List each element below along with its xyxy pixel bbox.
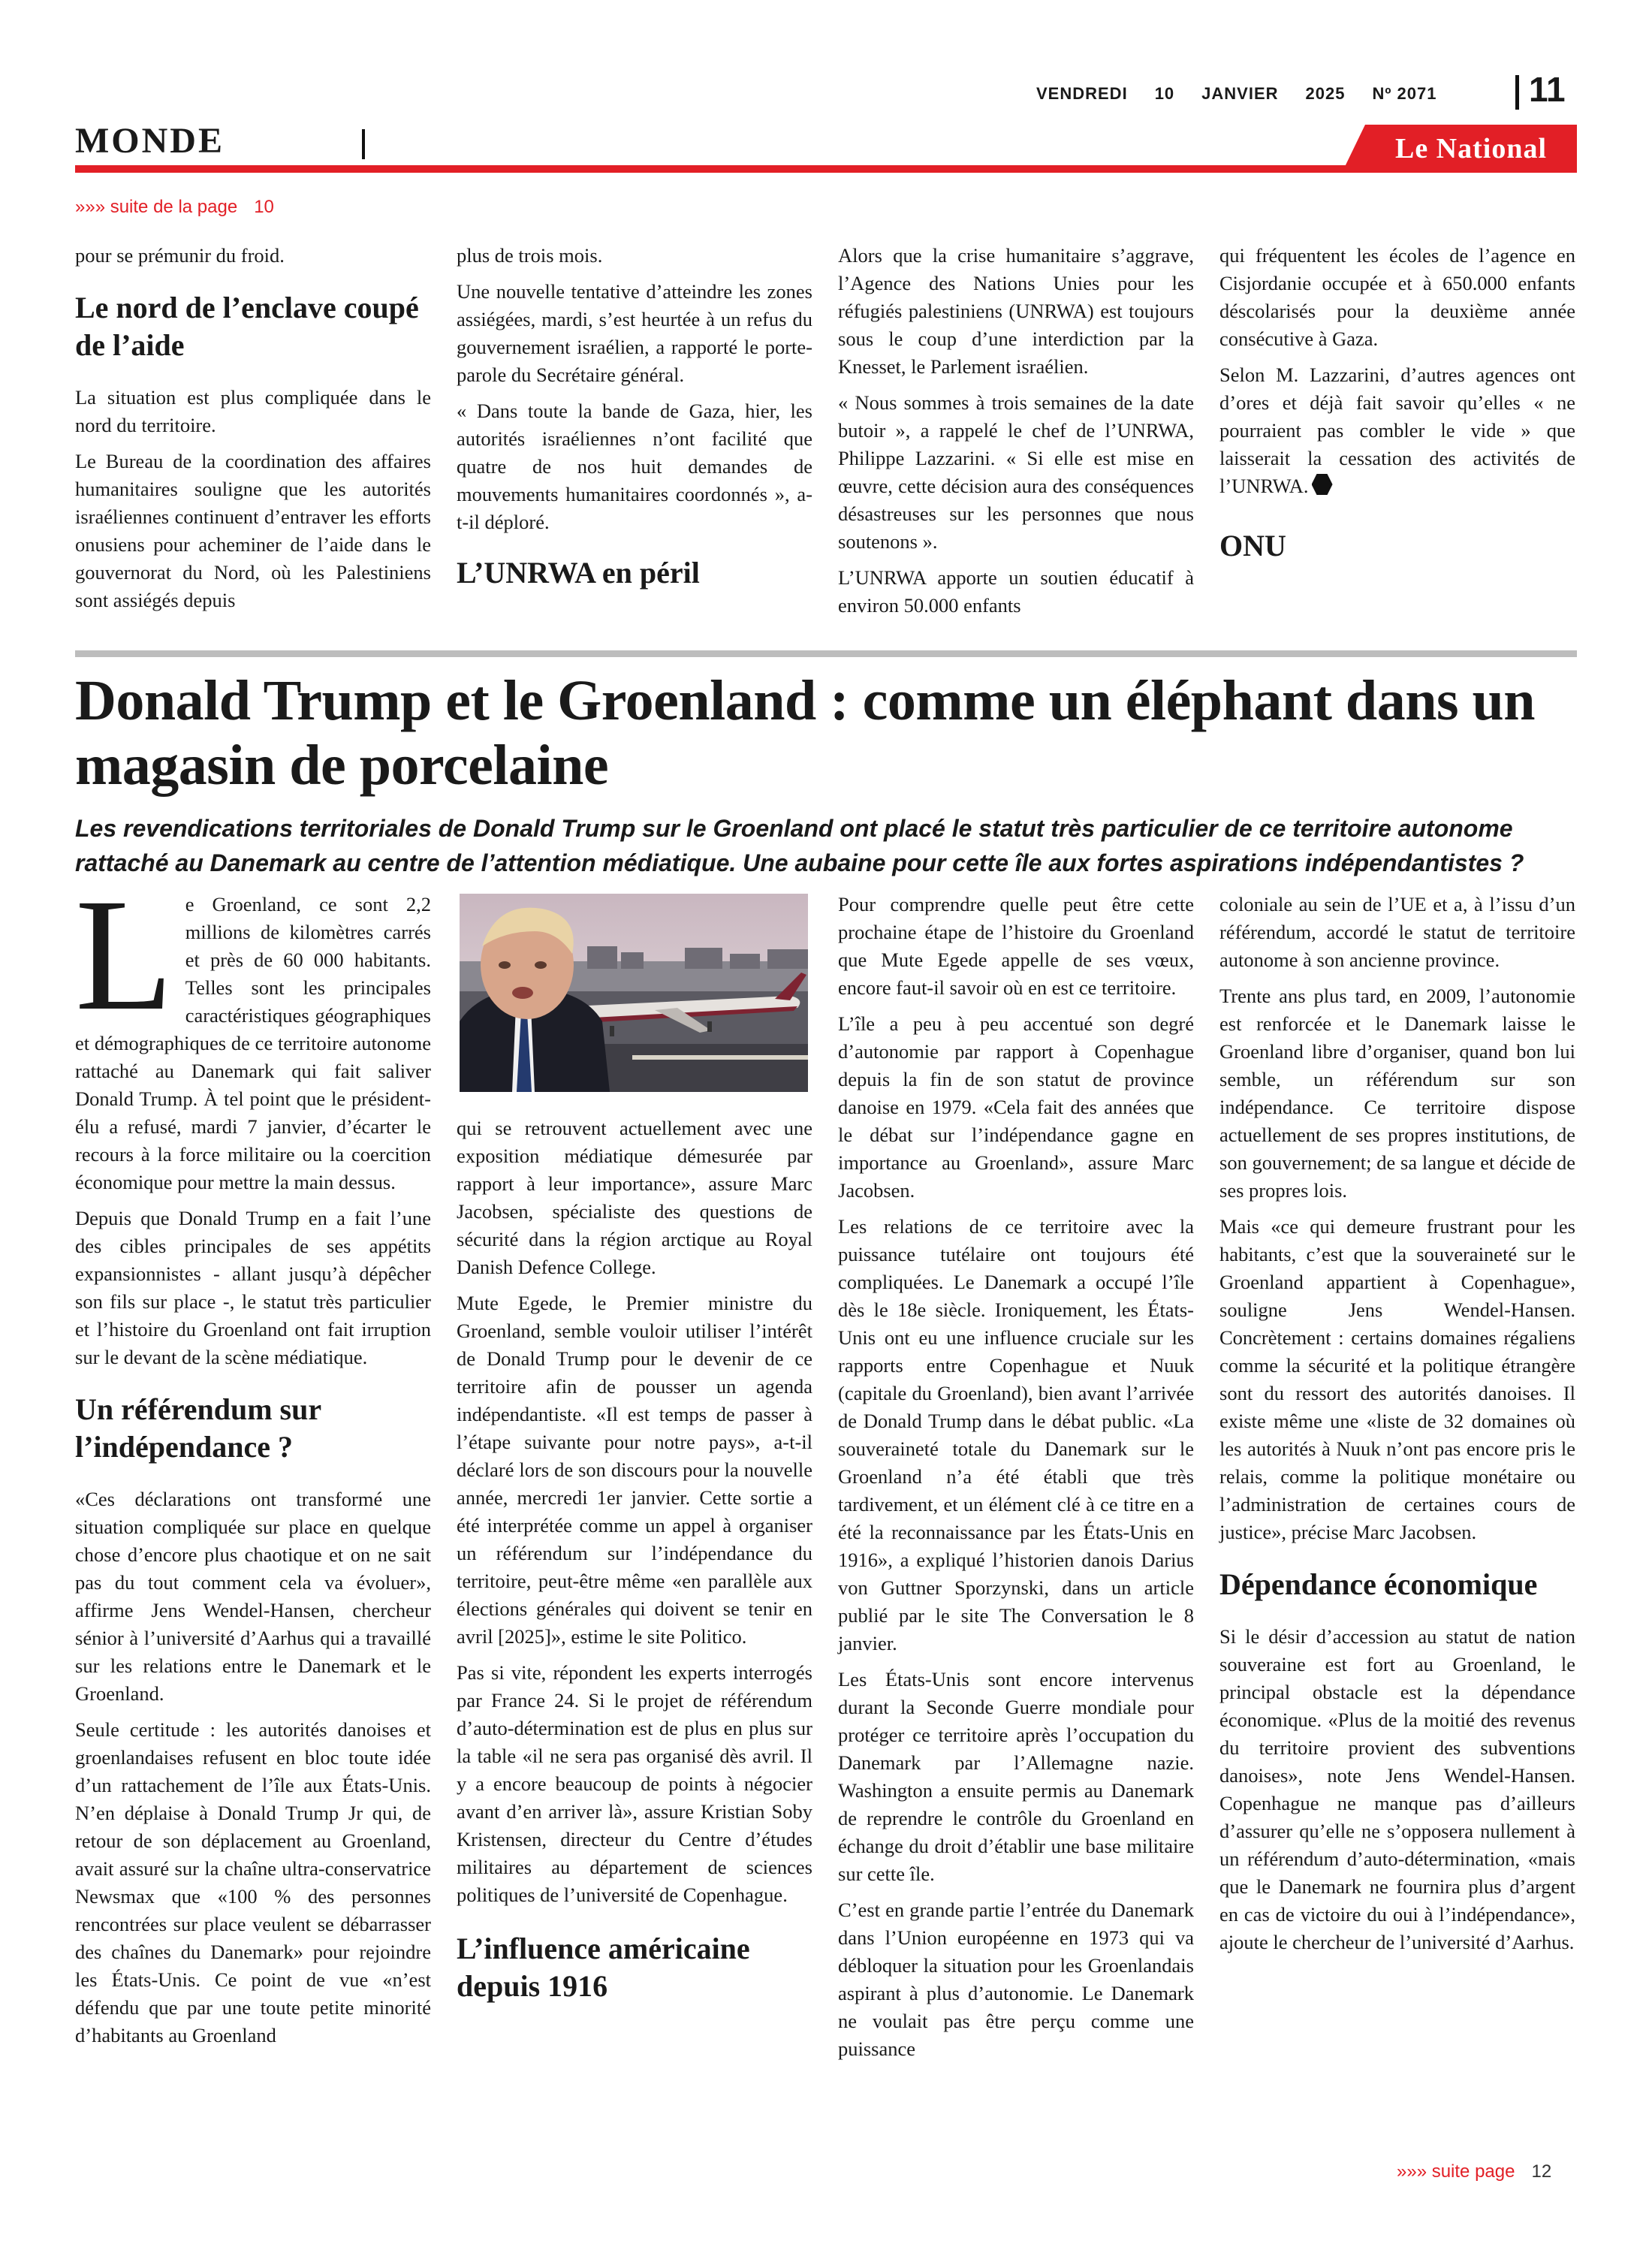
paragraph bbox=[1219, 361, 1575, 500]
main-article-column-4 bbox=[1219, 891, 1575, 1965]
paragraph: Trente ans plus tard, en 2009, l’autonomie est renforcée et le Danemark laisse le Groenland libre d’organiser, quand bon lui semble, un référendum sur son indépendance. Ce territoire dispose actuellement de ses propres institutions, de son gouvernement; de sa langue et décide de ses propres lois. bbox=[1219, 985, 1575, 1202]
subheading: L’UNRWA en péril bbox=[457, 556, 700, 590]
article-end-icon bbox=[1312, 474, 1333, 495]
subheading: Dépendance économique bbox=[1219, 1567, 1538, 1601]
issue-number: Nº 2071 bbox=[1372, 84, 1437, 103]
paragraph: Pour comprendre quelle peut être cette prochaine étape de l’histoire du Groenland que Mute Egede appelle de ses vœux, encore faut-il savoir où en est ce territoire. bbox=[838, 893, 1194, 999]
paragraph: Les États-Unis sont encore intervenus durant la Seconde Guerre mondiale pour protéger ce territoire après l’occupation du Danemark par l’Allemagne nazie. Washington a ensuite permis au Danemark de reprendre le contrôle du Groenland en échange du droit d’établir une base militaire sur cette île. bbox=[838, 1668, 1194, 1885]
page-number-divider bbox=[1515, 75, 1519, 110]
standfirst: Les revendications territoriales de Donald Trump sur le Groenland ont placé le statut très particulier de ce territoire autonome rattaché au Danemark au centre de l’attention médiatique. Une aubaine pour cette île aux fortes aspirations indépendantistes ? bbox=[75, 815, 1524, 876]
subheading: L’influence américaine depuis 1916 bbox=[457, 1932, 750, 2003]
paragraph: Mais «ce qui demeure frustrant pour les habitants, c’est que la souveraineté sur le Groenland appartient à Copenhague», souligne Jens Wendel-Hansen. Concrètement : certains domaines régaliens comme la sécurité et la politique étrangère sont du ressort des autorités danoises. Il existe même une «liste de 32 domaines où les autorités à Nuuk n’ont pas encore pris le relais, comme la politique monétaire ou l’administration de certaines cours de justice», précise Marc Jacobsen. bbox=[1219, 1215, 1575, 1543]
continued-on bbox=[1397, 2161, 1551, 2182]
paragraph: L’île a peu à peu accentué son degré d’autonomie par rapport à Copenhague depuis la fin de son statut de province danoise en 1979. «Cela fait des années que le débat sur l’indépendance gagne en importance au Groenland», assure Marc Jacobsen. bbox=[838, 1012, 1194, 1202]
paragraph: qui se retrouvent actuellement avec une exposition médiatique démesurée par rapport à leur importance», assure Marc Jacobsen, spécialiste des questions de sécurité dans la région arctique au Royal Danish Defence College. bbox=[457, 1117, 812, 1278]
trump-airport-photo bbox=[460, 894, 808, 1092]
paragraph: pour se prémunir du froid. bbox=[75, 244, 285, 267]
drop-cap: L bbox=[75, 866, 173, 1044]
paragraph: Mute Egede, le Premier ministre du Groenland, semble vouloir utiliser l’intérêt de Donald Trump pour le devenir de ce territoire afin de pousser un agenda indépendantiste. «Il est temps de passer à l’étape suivante pour notre pays», a-t-il déclaré lors de son discours pour la nouvelle année, mercredi 1er janvier. Cette sortie a été interprétée comme un appel à organiser un référendum sur l’indépendance du territoire, peut-être même «en parallèle aux élections générales qui doivent se tenir en avril [2025]», estime le site Politico. bbox=[457, 1292, 812, 1648]
continued-from-page: 10 bbox=[254, 197, 274, 217]
month: JANVIER bbox=[1201, 84, 1279, 103]
newspaper-brand: Le National bbox=[1394, 133, 1548, 164]
paragraph: L’UNRWA apporte un soutien éducatif à environ 50.000 enfants bbox=[838, 566, 1194, 617]
main-article-column-1 bbox=[75, 866, 431, 2058]
top-article-column-3 bbox=[838, 242, 1194, 628]
main-article-column-3 bbox=[838, 891, 1194, 2071]
article-photo bbox=[460, 894, 808, 1092]
paragraph: Pas si vite, répondent les experts interrogés par France 24. Si le projet de référendum d’auto-détermination est de plus en plus sur la table «il ne sera pas organisé dès avril. Il y a encore beaucoup de points à négocier avant d’en arriver là», assure Kristian Soby Kristensen, directeur du Centre d’études militaires au département de sciences politiques de l’université de Copenhague. bbox=[457, 1661, 812, 1906]
paragraph: coloniale au sein de l’UE et a, à l’issu d’un référendum, accordé le statut de territoire autonome à son ancienne province. bbox=[1219, 893, 1575, 971]
paragraph: « Dans toute la bande de Gaza, hier, les autorités israéliennes n’ont facilité que quatre de nos huit demandes de mouvements humanitaires coordonnés », a-t-il déploré. bbox=[457, 400, 812, 533]
headline: Donald Trump et le Groenland : comme un éléphant dans un magasin de porcelaine bbox=[75, 669, 1536, 797]
paragraph: Le Bureau de la coordination des affaires humanitaires souligne que les autorités israéliennes continuent d’entraver les efforts onusiens pour acheminer de l’aide dans le gouvernorat du Nord, où les Palestiniens sont assiégés depuis bbox=[75, 450, 431, 611]
continued-on-label: »»» suite page bbox=[1397, 2161, 1515, 2182]
paragraph: plus de trois mois. bbox=[457, 244, 603, 267]
page-number: 11 bbox=[1529, 70, 1566, 109]
paragraph: Une nouvelle tentative d’atteindre les zones assiégées, mardi, s’est heurtée à un refus du gouvernement israélien, a rapporté le porte-parole du Secrétaire général. bbox=[457, 280, 812, 386]
section-title: MONDE bbox=[75, 121, 225, 161]
subheading: Le nord de l’enclave coupé de l’aide bbox=[75, 291, 419, 362]
byline: ONU bbox=[1219, 529, 1286, 562]
top-article-column-2 bbox=[457, 242, 812, 611]
section-divider bbox=[362, 129, 365, 159]
paragraph-text: Selon M. Lazzarini, d’autres agences ont d’ores et déjà fait savoir qu’elles « ne pourraient pas combler le vide » que laisserait la cessation des activités de l’UNRWA. bbox=[1219, 363, 1575, 497]
year: 2025 bbox=[1305, 84, 1346, 103]
paragraph bbox=[75, 866, 431, 1196]
main-article-column-2 bbox=[457, 1114, 812, 2025]
day-number: 10 bbox=[1154, 84, 1175, 103]
continued-on-page: 12 bbox=[1531, 2161, 1552, 2182]
article-separator bbox=[75, 650, 1577, 657]
issue-info bbox=[1036, 84, 1464, 104]
paragraph: qui fréquentent les écoles de l’agence en Cisjordanie occupée et à 650.000 enfants déscolarisés pour la deuxième année consécutive à Gaza. bbox=[1219, 244, 1575, 350]
paragraph: Seule certitude : les autorités danoises et groenlandaises refusent en bloc toute idée d’un rattachement de l’île aux États-Unis. N’en déplaise à Donald Trump Jr qui, de retour de son déplacement au Groenland, avait assuré sur la chaîne ultra-conservatrice Newsmax que «100 % des personnes rencontrées sur place veulent se débarrasser des chaînes du Danemark» pour rejoindre les États-Unis. Ce point de vue «n’est défendu que par une toute petite minorité d’habitants au Groenland bbox=[75, 1718, 431, 2046]
paragraph: Alors que la crise humanitaire s’aggrave, l’Agence des Nations Unies pour les réfugiés palestiniens (UNRWA) est toujours sous le coup d’une interdiction par la Knesset, le Parlement israélien. bbox=[838, 244, 1194, 378]
paragraph: Si le désir d’accession au statut de nation souveraine est fort au Groenland, le principal obstacle est la dépendance économique. «Plus de la moitié des revenus du territoire provient des subventions danoises», note Jens Wendel-Hansen. Copenhague ne manque pas d’ailleurs d’assurer qu’elle ne s’opposera nullement à un référendum d’auto-détermination, «mais que le Danemark ne fournira plus d’argent en cas de victoire du oui à l’indépendance», ajoute le chercheur de l’université d’Aarhus. bbox=[1219, 1625, 1575, 1953]
paragraph: Les relations de ce territoire avec la puissance tutélaire ont toujours été compliquées. Le Danemark a occupé l’île dès le 18e siècle. Ironiquement, les États-Unis ont eu une influence cruciale sur les rapports entre Copenhague et Nuuk (capitale du Groenland), bien avant l’arrivée de Donald Trump dans le débat public. «La souveraineté totale du Danemark sur le Groenland n’a été établi que très tardivement, et un élément clé à ce titre en a été la reconnaissance par les États-Unis en 1916», a expliqué l’historien danois Darius von Guttner Sporzynski, dans un article publié par le site The Conversation le 8 janvier. bbox=[838, 1215, 1194, 1654]
continued-from-label: »»» suite de la page bbox=[75, 197, 238, 217]
paragraph: «Ces déclarations ont transformé une situation compliquée sur place en quelque chose d’encore plus chaotique et on ne sait pas du tout comment cela va évoluer», affirme Jens Wendel-Hansen, chercheur sénior à l’université d’Aarhus qui a travaillé sur les relations entre le Danemark et le Groenland. bbox=[75, 1488, 431, 1705]
paragraph: C’est en grande partie l’entrée du Danemark dans l’Union européenne en 1973 qui va débloquer la situation pour les Groenlandais aspirant à plus d’autonomie. Le Danemark ne voulait pas être perçu comme une puissance bbox=[838, 1899, 1194, 2060]
paragraph-text: e Groenland, ce sont 2,2 millions de kilomètres carrés et près de 60 000 habitants. Telles sont les principales caractéristiques géographiques et démographiques de ce territoire autonome rattaché au Danemark qui fait saliver Donald Trump. À tel point que le président-élu a refusé, mardi 7 janvier, d’écarter le recours à la force militaire ou la coercition économique pour mettre la main dessus. bbox=[75, 893, 431, 1193]
top-article-column-4 bbox=[1219, 242, 1575, 584]
continued-from bbox=[75, 197, 274, 218]
paragraph: « Nous sommes à trois semaines de la date butoir », a rappelé le chef de l’UNRWA, Philippe Lazzarini. « Si elle est mise en œuvre, cette décision aura des conséquences désastreuses sur les personnes que nous soutenons ». bbox=[838, 391, 1194, 553]
weekday: VENDREDI bbox=[1036, 84, 1128, 103]
subheading: Un référendum sur l’indépendance ? bbox=[75, 1392, 321, 1464]
top-article-column-1 bbox=[75, 242, 431, 623]
paragraph: Depuis que Donald Trump en a fait l’une des cibles principales de ses appétits expansionnistes - allant jusqu’à dépêcher son fils sur place -, le statut très particulier et l’histoire du Groenland ont fait irruption sur le devant de la scène médiatique. bbox=[75, 1207, 431, 1368]
paragraph: La situation est plus compliquée dans le nord du territoire. bbox=[75, 386, 431, 436]
